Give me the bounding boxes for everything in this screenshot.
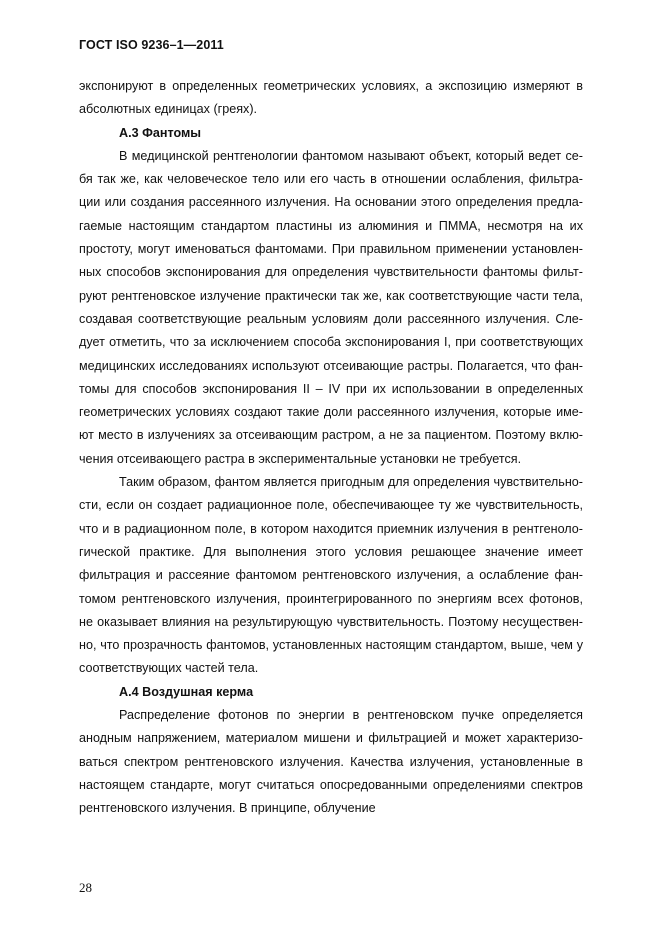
- page-number: 28: [79, 880, 92, 895]
- text-line: фильтрация и рассеяние фантомом рентгеновского излучения, а ослабление фан-: [79, 568, 583, 583]
- paragraph-start: Распределение фотонов по энергии в рентгеновском пучке определяется: [119, 708, 583, 723]
- text-line: ют место в излучениях за отсеивающим растром, а не за пациентом. Поэтому вклю-: [79, 428, 583, 443]
- text-line: гаемые настоящим стандартом пластины из алюминия и ПММА, несмотря на их: [79, 218, 583, 233]
- text-line: абсолютных единицах (греях).: [79, 102, 258, 117]
- paragraph-start: Таким образом, фантом является пригодным для определения чувствительно-: [119, 475, 583, 490]
- text-line: чения отсеивающего растра в экспериментальные установки не требуется.: [79, 451, 522, 466]
- text-line: не оказывает влияния на результирующую чувствительность. Поэтому несуществен-: [79, 614, 583, 629]
- text-line: соответствующих частей тела.: [79, 661, 259, 676]
- text-line: медицинских исследованиях используют отсеивающие растры. Полагается, что фан-: [79, 358, 583, 373]
- paragraph-start: В медицинской рентгенологии фантомом называют объект, который ведет се-: [119, 148, 583, 163]
- text-line: геометрических условиях создают такие доли рассеянного излучения, которые име-: [79, 405, 583, 420]
- text-line: бя так же, как человеческое тело или его часть в отношении ослабления, фильтра-: [79, 172, 583, 187]
- text-line: ции или создания рассеянного излучения. На основании этого определения предла-: [79, 195, 583, 210]
- document-body: [79, 75, 583, 821]
- text-line: но, что прозрачность фантомов, установленных настоящим стандартом, выше, чем у: [79, 638, 583, 653]
- text-line: что и в радиационном поле, в котором находится приемник излучения в рентгеноло-: [79, 521, 583, 536]
- document-header: ГОСТ ISO 9236–1—2011: [79, 38, 224, 52]
- text-line: гической практике. Для выполнения этого условия решающее значение имеет: [79, 544, 583, 559]
- section-heading-a3: А.3 Фантомы: [119, 125, 202, 140]
- text-line: анодным напряжением, материалом мишени и фильтрацией и может характеризо-: [79, 731, 583, 746]
- text-line: ных способов экспонирования для определения чувствительности фантомы фильт-: [79, 265, 583, 280]
- text-line: рентгеновского излучения. В принципе, облучение: [79, 801, 376, 816]
- text-line: сти, если он создает радиационное поле, обеспечивающее ту же чувствительность,: [79, 498, 583, 513]
- text-line: простоту, могут именоваться фантомами. При правильном применении установлен-: [79, 242, 583, 257]
- text-line: руют рентгеновское излучение практически так же, как соответствующие части тела,: [79, 288, 583, 303]
- text-line: томы для способов экспонирования II – IV при их использовании в определенных: [79, 381, 583, 396]
- text-line: томом рентгеновского излучения, проинтегрированного по энергиям всех фотонов,: [79, 591, 583, 606]
- text-line: дует отметить, что за исключением способа экспонирования I, при соответствующих: [79, 335, 583, 350]
- text-line: настоящем стандарте, могут считаться опосредованными определениями спектров: [79, 777, 583, 792]
- text-line: экспонируют в определенных геометрических условиях, а экспозицию измеряют в: [79, 79, 583, 93]
- section-heading-a4: А.4 Воздушная керма: [119, 684, 254, 699]
- text-line: создавая соответствующие реальным условиям доли рассеянного излучения. Сле-: [79, 311, 583, 326]
- text-line: ваться спектром рентгеновского излучения. Качества излучения, установленные в: [79, 754, 583, 769]
